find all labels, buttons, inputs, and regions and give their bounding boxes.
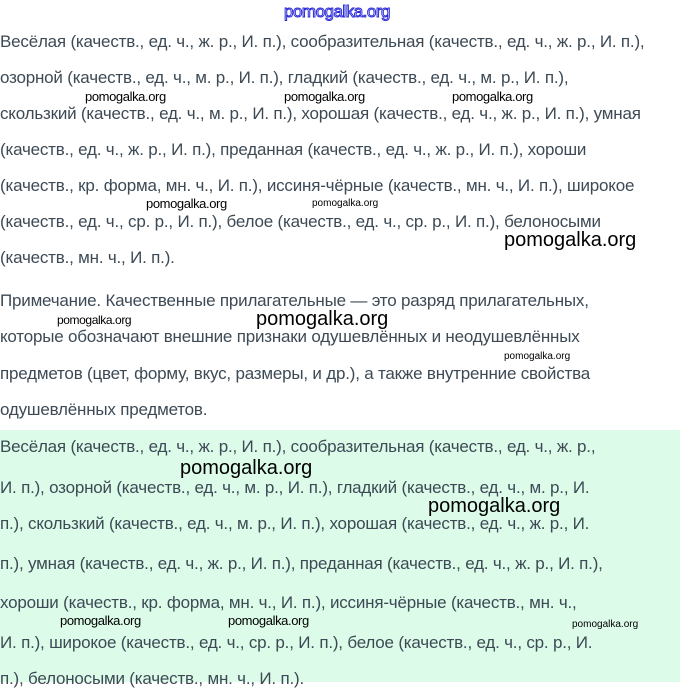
watermark: pomogalka.org — [85, 89, 166, 104]
watermark: pomogalka.org — [504, 229, 637, 251]
watermark: pomogalka.org — [428, 495, 561, 517]
watermark: pomogalka.org — [57, 313, 132, 327]
text-line: (качеств., кр. форма, мн. ч., И. п.), иссиня-чёрные (качеств., мн. ч., И. п.), широкое — [0, 176, 635, 195]
text-line: И. п.), широкое (качеств., ед. ч., ср. р., И. п.), белое (качеств., ед. ч., ср. р., И. — [0, 633, 593, 652]
watermark: pomogalka.org — [228, 613, 309, 628]
watermark: pomogalka.org — [284, 89, 365, 104]
watermark: pomogalka.org — [504, 351, 571, 362]
watermark: pomogalka.org — [256, 308, 389, 330]
text-line: озорной (качеств., ед. ч., м. р., И. п.), гладкий (качеств., ед. ч., м. р., И. п.), — [0, 68, 569, 87]
watermark: pomogalka.org — [572, 619, 639, 630]
text-line: п.), умная (качеств., ед. ч., ж. р., И. п.), преданная (качеств., ед. ч., ж. р., И. п.), — [0, 554, 603, 573]
text-line: (качеств., ед. ч., ср. р., И. п.), белое (качеств., ед. ч., ср. р., И. п.), белоносыми — [0, 212, 601, 231]
text-line: Весёлая (качеств., ед. ч., ж. р., И. п.), сообразительная (качеств., ед. ч., ж. р., И. п.), — [0, 32, 645, 51]
site-watermark-header: pomogalka.org — [284, 2, 390, 21]
text-line: п.), белоносыми (качеств., мн. ч., И. п.). — [0, 669, 304, 688]
text-line: скользкий (качеств., ед. ч., м. р., И. п.), хорошая (качеств., ед. ч., ж. р., И. п.), умная — [0, 104, 641, 123]
text-line: хороши (качеств., кр. форма, мн. ч., И. п.), иссиня-чёрные (качеств., мн. ч., — [0, 593, 577, 612]
text-line: (качеств., ед. ч., ж. р., И. п.), преданная (качеств., ед. ч., ж. р., И. п.), хороши — [0, 140, 587, 159]
watermark: pomogalka.org — [452, 89, 533, 104]
watermark: pomogalka.org — [60, 613, 141, 628]
text-line: (качеств., мн. ч., И. п.). — [0, 248, 175, 267]
text-line: которые обозначают внешние признаки одушевлённых и неодушевлённых — [0, 327, 580, 346]
text-line: Примечание. Качественные прилагательные — это разряд прилагательных, — [0, 291, 589, 310]
watermark: pomogalka.org — [312, 198, 379, 209]
text-line: одушевлённых предметов. — [0, 400, 208, 419]
text-line: п.), скользкий (качеств., ед. ч., м. р., И. п.), хорошая (качеств., ед. ч., ж. р., И. — [0, 514, 590, 533]
watermark: pomogalka.org — [146, 196, 227, 211]
watermark: pomogalka.org — [180, 457, 313, 479]
text-line: И. п.), озорной (качеств., ед. ч., м. р., И. п.), гладкий (качеств., ед. ч., м. р., И. — [0, 478, 590, 497]
text-line: Весёлая (качеств., ед. ч., ж. р., И. п.), сообразительная (качеств., ед. ч., ж. р., — [0, 437, 596, 456]
text-line: предметов (цвет, форму, вкус, размеры, и др.), а также внутренние свойства — [0, 364, 591, 383]
